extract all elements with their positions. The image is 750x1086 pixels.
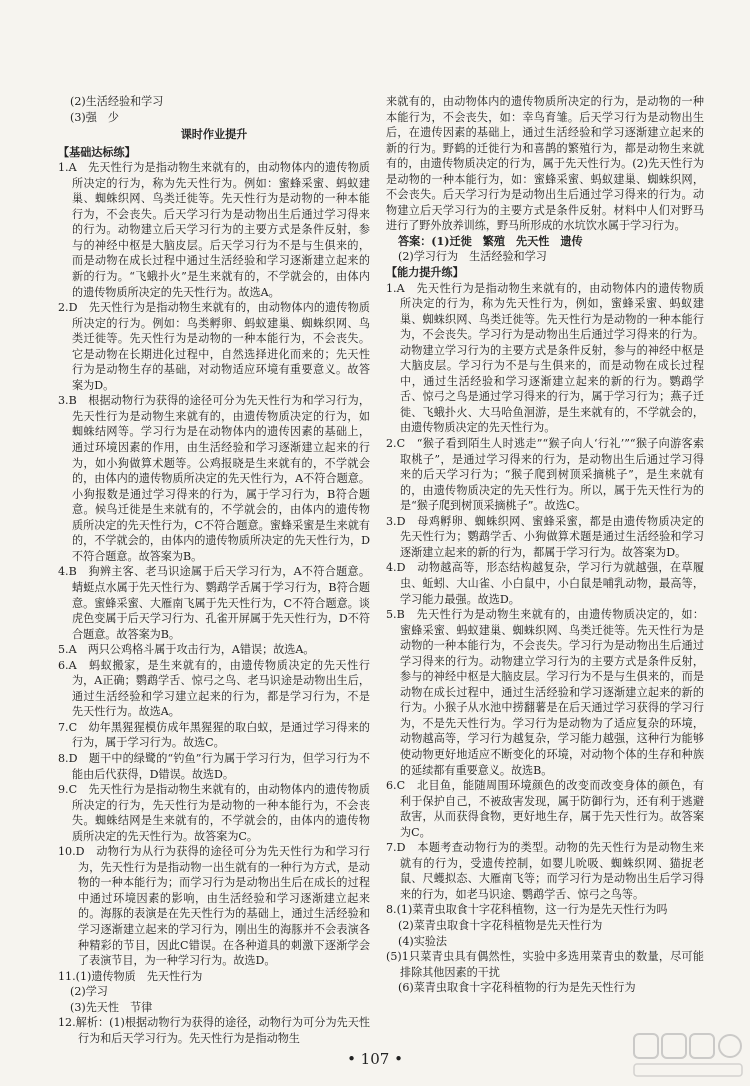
left-paragraph: 5.A 两只公鸡格斗属于攻击行为，A错误；故选A。 [58,643,315,657]
right-paragraph: 1.A 先天性行为是指动物生来就有的，由动物体内的遗传物质所决定的行为，称为先天性行为，例如，蜜蜂采蜜、蚂蚁建巢、蜘蛛织网、鸟类迁徙等。先天性行为是动物的一种本能行为，不会丧失。学习行为是动物出生后通过学习得来的行为。动物建立学习行为的主要方式是条件反射，参与的神经中枢是大脑皮层。学习行为不是与生俱来的，而是动物在成长过程中，通过生活经验和学习逐渐建立起来的新的行为。鹦鹉学舌、惊弓之鸟是通过学习得来的行为，属于学习行为；燕子迁徙、飞蛾扑火、大马哈鱼洄游，是生来就有的，不学就会的，由遗传物质决定的先天性行为。 [386,281,704,435]
right-paragraph: (2)学习行为 生活经验和学习 [398,250,547,264]
right-paragraph: 6.C 北目鱼，能随周围环境颜色的改变而改变身体的颜色，有利于保护自己，不被敌害发现，属于防御行为，还有利于逃避敌害，从而获得食物，更好地生存，属于先天性行为。故答案为C。 [386,779,704,839]
right-paragraph: 3.D 母鸡孵卵、蜘蛛织网、蜜蜂采蜜，都是由遗传物质决定的先天性行为；鹦鹉学舌、小狗做算术题是通过生活经验和学习逐渐建立起来的新的行为，都属于学习行为。故答案为D。 [386,514,704,559]
right-paragraph: 5.B 先天性行为是动物生来就有的，由遗传物质决定的，如：蜜蜂采蜜、蚂蚁建巢、蜘蛛织网、鸟类迁徙等。先天性行为是动物的一种本能行为，不会丧失。学习行为是动物出生后通过学习得来的行为。动物建立学习行为的主要方式是条件反射，参与的神经中枢是大脑皮层。学习行为不是与生俱来的，而是动物在成长过程中，通过生活经验和学习逐渐建立起来的新的行为。小猴子从水池中捞翻薯是在后天通过学习获得的学习行为，不是先天性行为。学习行为是动物为了适应复杂的环境，动物越高等，学习行为越复杂，学习能力越强，这种行为能够使动物更好地适应不断变化的环境，对动物个体的生存和种族的延续都有重要意义。故选B。 [386,608,704,777]
right-paragraph: (2)菜青虫取食十字花科植物是先天性行为 [398,918,603,932]
left-paragraph: 8.D 题干中的绿鹭的“钓鱼”行为属于学习行为，但学习行为不能由后代获得，D错误。故选D。 [58,751,370,781]
right-paragraph: (5)1只菜青虫具有偶然性，实验中多选用菜青虫的数量，尽可能排除其他因素的干扰 [386,950,704,979]
page-number: • 107 • [347,1050,403,1068]
left-paragraph: 12.解析：(1)根据动物行为获得的途径，动物行为可分为先天性行为和后天学习行为。先天性行为是指动物生 [58,1016,370,1045]
left-paragraph: 【基础达标练】 [58,145,136,159]
left-paragraph: 4.B 狗辨主客、老马识途属于后天学习行为，A不符合题意。蜻蜓点水属于先天性行为、鹦鹉学舌属于学习行为，B符合题意。蜜蜂采蜜、大雁南飞属于先天性行为，C不符合题意。谈虎色变属于后天学习行为、孔雀开屏属于先天性行为，D不符合题意。故答案为B。 [58,565,370,641]
right-paragraph: 2.C “猴子看到陌生人时逃走”“猴子向人‘行礼’”“猴子向游客索取桃子”，是通过学习得来的行为，是动物出生后通过学习得来的后天学习行为；“猴子爬到树顶采摘桃子”，是生来就有的，由遗传物质决定的先天性行为。所以，属于先天性行为的是“猴子爬到树顶采摘桃子”。故选C。 [386,437,704,513]
right-paragraph: (6)菜青虫取食十字花科植物的行为是先天性行为 [398,981,636,995]
left-paragraph: (2)学习 [70,985,108,999]
right-paragraph: 【能力提升练】 [386,266,464,280]
left-paragraph: 2.D 先天性行为是指动物生来就有的，由动物体内的遗传物质所决定的行为。例如：鸟类孵卵、蚂蚁建巢、蜘蛛织网、鸟类迁徙等。先天性行为是动物的一种本能行为，不会丧失。它是动物在长期进化过程中，自然选择进化而来的；先天性行为是动物生存的基础，对动物适应环境有重要意义。故答案为D。 [58,301,370,392]
right-paragraph: (4)实验法 [398,934,447,948]
right-paragraph: 来就有的，由动物体内的遗传物质所决定的行为，是动物的一种本能行为，不会丧失，如：幸鸟育雏。后天学习行为是动物出生后，在遗传因素的基础上，通过生活经验和学习逐渐建立起来的新的行为。野鹤的迁徙行为和喜鹊的繁殖行为，都是动物生来就有的，由遗传物质决定的行为，属于先天性行为。(2)先天性行为是动物的一种本能行为，如：蜜蜂采蜜、蚂蚁建巢、蜘蛛织网，不会丧失。后天学习行为是动物出生后通过学习得来的行为。动物建立后天学习行为的主要方式是条件反射。材料中人们对野马进行了野外放养训练，野马所形成的水坑饮水属于学习行为。 [386,95,704,233]
right-column [386,94,704,996]
left-paragraph: 6.A 蚂蚁搬家，是生来就有的，由遗传物质决定的先天性行为，A正确；鹦鹉学舌、惊弓之鸟、老马识途是动物出生后，通过生活经验和学习建立起来的行为，都是学习行为，不是先天性行为。故选A。 [58,658,370,719]
right-paragraph: 4.D 动物越高等，形态结构越复杂，学习行为就越强，在草履虫、蚯蚓、大山雀、小白鼠中，小白鼠是哺乳动物，最高等，学习能力最强。故选D。 [386,561,704,606]
right-paragraph: 7.D 本题考查动物行为的类型。动物的先天性行为是动物生来就有的行为，受遗传控制，如婴儿吮吸、蜘蛛织网、猫捉老鼠、尺蠖拟态、大雁南飞等；而学习行为是动物出生后学习得来的行为，如老马识途、鹦鹉学舌、惊弓之鸟等。 [386,841,704,901]
left-paragraph: 1.A 先天性行为是指动物生来就有的，由动物体内的遗传物质所决定的行为，称为先天性行为。例如：蜜蜂采蜜、蚂蚁建巢、蜘蛛织网、鸟类迁徙等。先天性行为是动物的一种本能行为，不会丧失。后天学习行为是动物出生后通过学习得来的行为。动物建立后天学习行为的主要方式是条件反射，参与的神经中枢是大脑皮层。后天学习行为不是与生俱来的，而是动物在成长过程中通过生活经验和学习逐渐建立起来的新的行为。“飞蛾扑火”是生来就有的，不学就会的，由体内的遗传物质所决定的先天性行为。故选A。 [58,161,370,299]
left-paragraph: 10.D 动物行为从行为获得的途径可分为先天性行为和学习行为，先天性行为是指动物一出生就有的一种行为方式，是动物的一种本能行为；而学习行为是动物出生后在成长的过程中通过环境因素的影响，由生活经验和学习逐渐建立起来的。海豚的表演是在先天性行为的基础上，通过生活经验和学习逐渐建立起来的学习行为，刚出生的海豚并不会表演各种精彩的节目，因此C错误。在各种道具的刺激下逐渐学会了表演节目，为一种学习行为。故选D。 [58,845,370,968]
right-paragraph: 答案：(1)迁徙 繁殖 先天性 遗传 [398,234,583,248]
left-paragraph: 11.(1)遗传物质 先天性行为 [58,969,203,983]
left-column [58,94,370,1046]
left-paragraph: 课时作业提升 [180,128,248,142]
left-paragraph: (3)强 少 [70,110,119,124]
left-paragraph: (2)生活经验和学习 [70,95,164,108]
left-paragraph: (3)先天性 节律 [70,1000,153,1014]
left-paragraph: 7.C 幼年黑猩猩模仿成年黑猩猩的取白蚁，是通过学习得来的行为，属于学习行为。故选C。 [58,720,370,750]
left-paragraph: 3.B 根据动物行为获得的途径可分为先天性行为和学习行为，先天性行为是动物生来就有的，由遗传物质决定的行为，如蜘蛛结网等。学习行为是在动物体内的遗传因素的基础上，通过环境因素的作用，由生活经验和学习逐渐建立起来的行为，如小狗做算术题等。公鸡报晓是生来就有的，不学就会的，由体内的遗传物质所决定的先天性行为，A不符合题意。小狗报数是通过学习得来的行为，属于学习行为，B符合题意。候鸟迁徙是生来就有的，不学就会的，由体内的遗传物质所决定的先天性行为，C不符合题意。蜜蜂采蜜是生来就有的，不学就会的，由体内的遗传物质所决定的先天性行为，D不符合题意。故答案为B。 [58,394,370,563]
left-paragraph: 9.C 先天性行为是指动物生来就有的，由动物体内的遗传物质所决定的行为，先天性行为是动物的一种本能行为，不会丧失。蜘蛛结网是生来就有的，不学就会的，由体内的遗传物质所决定的先天性行为。故答案为C。 [58,783,370,843]
watermark-logo-icon [632,1030,744,1080]
right-paragraph: 8.(1)菜青虫取食十字花科植物，这一行为是先天性行为吗 [386,903,668,917]
